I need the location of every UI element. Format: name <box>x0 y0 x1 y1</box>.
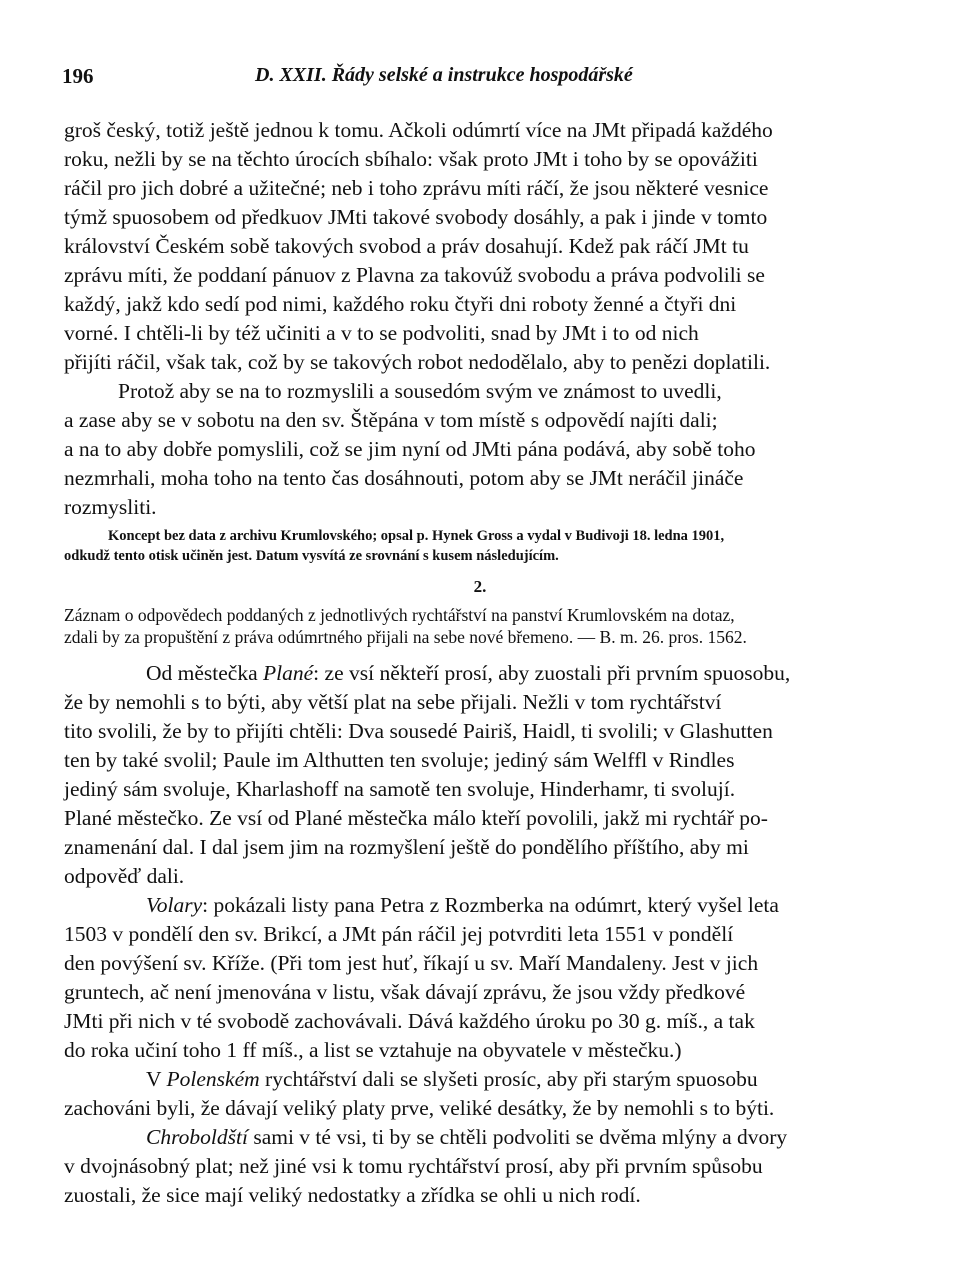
body-line: JMti při nich v té svobodě zachovávali. Dává každého úroku po 30 g. míš., a tak <box>64 1009 755 1033</box>
body-line: nezmrhali, moha toho na tento čas dosáhnouti, potom aby se JMt neráčil jináče <box>64 466 744 490</box>
section-heading-line: zdali by za propuštění z práva odúmrtného přijali na sebe nové břemeno. — B. m. 26. pros. 1562. <box>64 627 747 647</box>
body-line: ráčil pro jich dobré a užitečné; neb i toho zprávu míti ráčí, že jsou některé vesnice <box>64 176 769 200</box>
place-name-chrobold: Chroboldští <box>146 1125 248 1149</box>
place-name-volary: Volary <box>146 893 203 917</box>
body-line: odpověď dali. <box>64 864 185 888</box>
body-line: 1503 v pondělí den sv. Brikcí, a JMt pán ráčil jej potvrditi leta 1551 v pondělí <box>64 922 734 946</box>
body-line: přijíti ráčil, však tak, což by se takových robot nedodělalo, aby to penězi doplatili. <box>64 350 771 374</box>
paragraph-first-line <box>146 1124 787 1151</box>
body-line: že by nemohli s to býti, aby větší plat na sebe přijali. Nežli v tom rychtářství <box>64 690 722 714</box>
body-line: tito svolili, že by to přijíti chtěli: Dva sousedé Pairiš, Haidl, ti svolili; v Glashutten <box>64 719 773 743</box>
body-line: Plané městečko. Ze vsí od Plané městečka málo kteří povolili, jakž mi rychtář po- <box>64 806 768 830</box>
body-line: Protož aby se na to rozmyslili a sousedóm svým ve známost to uvedli, <box>118 379 722 403</box>
body-line: v dvojnásobný plat; než jiné vsi k tomu rychtářství prosí, aby při prvním spůsobu <box>64 1154 763 1178</box>
text-run: Od městečka <box>146 661 264 685</box>
section-number: 2. <box>473 577 487 596</box>
running-head: D. XXII. Řády selské a instrukce hospodářské <box>255 64 633 86</box>
body-line: rozmysliti. <box>64 495 157 519</box>
body-line: jediný sám svoluje, Kharlashoff na samotě ten svoluje, Hinderhamr, ti svolují. <box>64 777 736 801</box>
body-line: vorné. I chtěli-li by též učiniti a v to se podvoliti, snad by JMt i to od nich <box>64 321 699 345</box>
body-line: zprávu míti, že poddaní pánuov z Plavna za takovúž svobodu a práva podvolili se <box>64 263 765 287</box>
paragraph-first-line <box>146 660 790 687</box>
body-line: a zase aby se v sobotu na den sv. Štěpána v tom místě s odpovědí najíti dali; <box>64 408 718 432</box>
footnote-line: Koncept bez data z archivu Krumlovského; opsal p. Hynek Gross a vydal v Budivoji 18. ledna 1901, <box>108 528 725 544</box>
body-line: každý, jakž kdo sedí pod nimi, každého roku čtyři dni roboty ženné a čtyři dni <box>64 292 737 316</box>
body-line: a na to aby dobře pomyslili, což se jim nyní od JMti pána podává, aby sobě toho <box>64 437 756 461</box>
body-line: roku, nežli by se na těchto úrocích sbíhalo: však proto JMt i toho by se opovážiti <box>64 147 758 171</box>
page-number: 196 <box>62 64 94 88</box>
page-header <box>62 64 902 94</box>
place-name-plane: Plané <box>263 661 314 685</box>
paragraph-first-line <box>146 892 779 919</box>
body-line: ten by také svolil; Paule im Althutten ten svoluje; jediný sám Welffl v Rindles <box>64 748 735 772</box>
text-run: : pokázali listy pana Petra z Rozmberka na odúmrt, který vyšel leta <box>202 893 779 917</box>
body-line: den povýšení sv. Kříže. (Při tom jest huť, říkají u sv. Maří Mandaleny. Jest v jich <box>64 951 759 975</box>
place-name-polensko: Polenském <box>166 1067 260 1091</box>
text-run: : ze vsí někteří prosí, aby zuostali při prvním spuosobu, <box>313 661 791 685</box>
text-run: rychtářství dali se slyšeti prosíc, aby při starým spuosobu <box>259 1067 758 1091</box>
text-run: sami v té vsi, ti by se chtěli podvoliti se dvěma mlýny a dvory <box>247 1125 788 1149</box>
footnote-line: odkudž tento otisk učiněn jest. Datum vysvítá ze srovnání s kusem následujícím. <box>64 548 559 564</box>
section-heading-line: Záznam o odpovědech poddaných z jednotlivých rychtářství na panství Krumlovském na dotaz, <box>64 605 735 625</box>
body-line: gruntech, ač není jmenována v listu, však dávají zprávu, že jsou vždy předkové <box>64 980 746 1004</box>
body-line: groš český, totiž ještě jednou k tomu. Ačkoli odúmrtí více na JMt připadá každého <box>64 118 773 142</box>
body-line: zachováni byli, že dávají veliký platy prve, veliké desátky, že by nemohli s to býti. <box>64 1096 775 1120</box>
body-line: týmž spuosobem od předkuov JMti takové svobody dosáhly, a pak i jinde v tomto <box>64 205 768 229</box>
body-line: znamenání dal. I dal jsem jim na rozmyšlení ještě do pondělího příštího, aby mi <box>64 835 749 859</box>
body-line: zuostali, že sice mají veliký nedostatky a zřídka se ohli u nich rodí. <box>64 1183 641 1207</box>
body-line: do roka učiní toho 1 ff míš., a list se vztahuje na obyvatele v městečku.) <box>64 1038 682 1062</box>
paragraph-first-line <box>146 1066 758 1093</box>
body-line: království Českém sobě takových svobod a práv dosahují. Kdež pak ráčí JMt tu <box>64 234 749 258</box>
text-run: V <box>146 1067 167 1091</box>
